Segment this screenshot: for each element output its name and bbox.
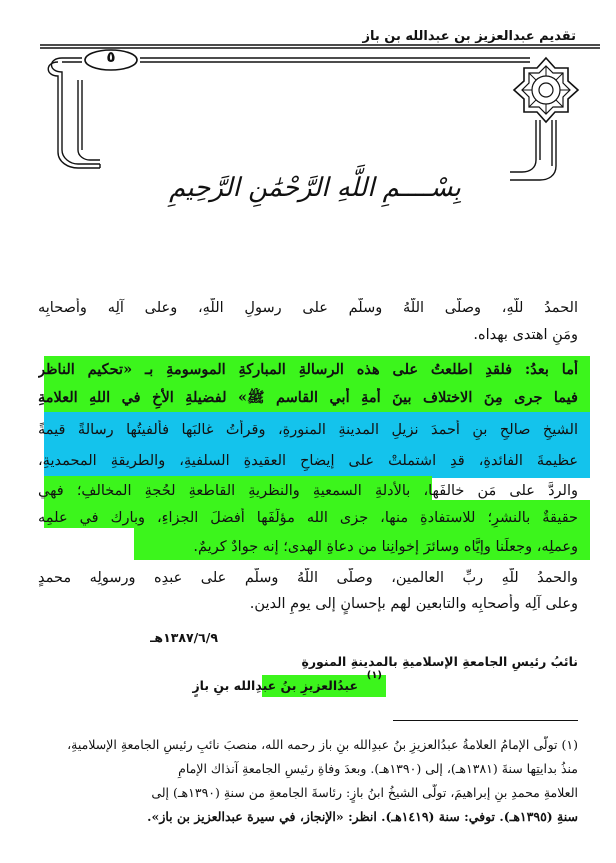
signature-date: ١٣٨٧/٦/٩هـ <box>150 630 218 645</box>
footnote-line-2: منذُ بدايتِها سنةَ (١٣٨١هـ)، إلى (١٣٩٠هـ). وبعدَ وفاةِ رئيسِ الجامعةِ آنذاك الإمامِ <box>178 761 578 776</box>
page-number: ٥ <box>106 48 116 66</box>
intro-line-1: الحمدُ للَّهِ، وصلَّى اللَّهُ وسلَّم على رسولِ اللَّهِ، وعلى آلِه وأصحابِه <box>38 300 578 316</box>
footnote-line-3: العلامةِ محمدِ بنِ إبراهيمَ، تولَّى الشيخُ ابنُ بازٍ: رئاسةَ الجامعةِ من سنةِ (١٣٩٠هـ) إلى <box>151 785 578 800</box>
footnote-line-1: (١) تولَّى الإمامُ العلامةُ عبدُالعزيزِ بنُ عبدِالله بنِ باز رحمه الله، منصبَ نائبِ رئيسِ الجامعةِ الإسلاميةِ، <box>67 737 578 752</box>
basmala: بِسْــــمِ اللَّهِ الرَّحْمَٰنِ الرَّحِيمِ <box>169 173 461 203</box>
body-line-5: والردَّ على مَن خالفَها، بالأدلةِ السمعيةِ والنظريةِ القاطعةِ لحُجةِ المخالفِ؛ فهي <box>38 483 578 499</box>
body-line-1: أما بعدُ: فلقدِ اطلعتُ على هذه الرسالةِ المباركةِ الموسومةِ بـ «تحكيم الناظر <box>38 361 578 378</box>
rosette-ornament <box>514 58 578 122</box>
intro-line-2: ومَنِ اهتدى بهداه. <box>473 327 578 343</box>
closing-line-2: وعلى آلِه وأصحابِه والتابعين لهم بإحسانٍ إلى يومِ الدين. <box>249 596 578 612</box>
footnote-line-4: سنةِ (١٣٩٥هـ). توفي: سنة (١٤١٩هـ). انظر: «الإنجاز، في سيرة عبدالعزيز بن باز». <box>147 809 578 824</box>
signature-title: نائبُ رئيسِ الجامعةِ الإسلاميةِ بالمدينةِ المنورةِ <box>301 654 578 669</box>
footnote-separator <box>393 720 578 721</box>
body-line-2: فيما جرى مِنَ الاختلاف بينَ أمةِ أبي القاسم ﷺ» لفضيلةِ الأخِ في اللهِ العلامةِ <box>38 389 578 406</box>
signature-name: عبدُالعزيزِ بنُ عبدِالله بنِ بازٍ <box>192 678 358 693</box>
body-line-3: الشيخِ صالحِ بنِ أحمدَ نزيلِ المدينةِ المنورةِ، وقرأتُ غالبَها فألفيتُها رسالةً قيمةً <box>38 422 578 438</box>
body-line-7: وعملِه، وجعلَنا وإيَّاه وسائرَ إخوانِنا من دعاةِ الهدى؛ إنه جوادٌ كريمٌ. <box>193 539 578 555</box>
running-title: تقديم عبدالعزيز بن عبدالله بن باز <box>362 29 576 44</box>
closing-line-1: والحمدُ للَّهِ ربِّ العالمين، وصلَّى اللَّهُ وسلَّم على عبدِه ورسولِه محمدٍ <box>38 570 578 586</box>
body-line-6: حقيقةٌ بالنشرِ؛ للاستفادةِ منها، جزى الله مؤلِّفَها أفضلَ الجزاءِ، وبارك في علمِه <box>38 510 578 526</box>
signature-footnote-ref: (١) <box>366 670 382 681</box>
body-line-4: عظيمةَ الفائدةِ، قدِ اشتملتْ على إيضاحِ العقيدةِ السلفيةِ، والطريقةِ المحمديةِ، <box>38 453 578 469</box>
